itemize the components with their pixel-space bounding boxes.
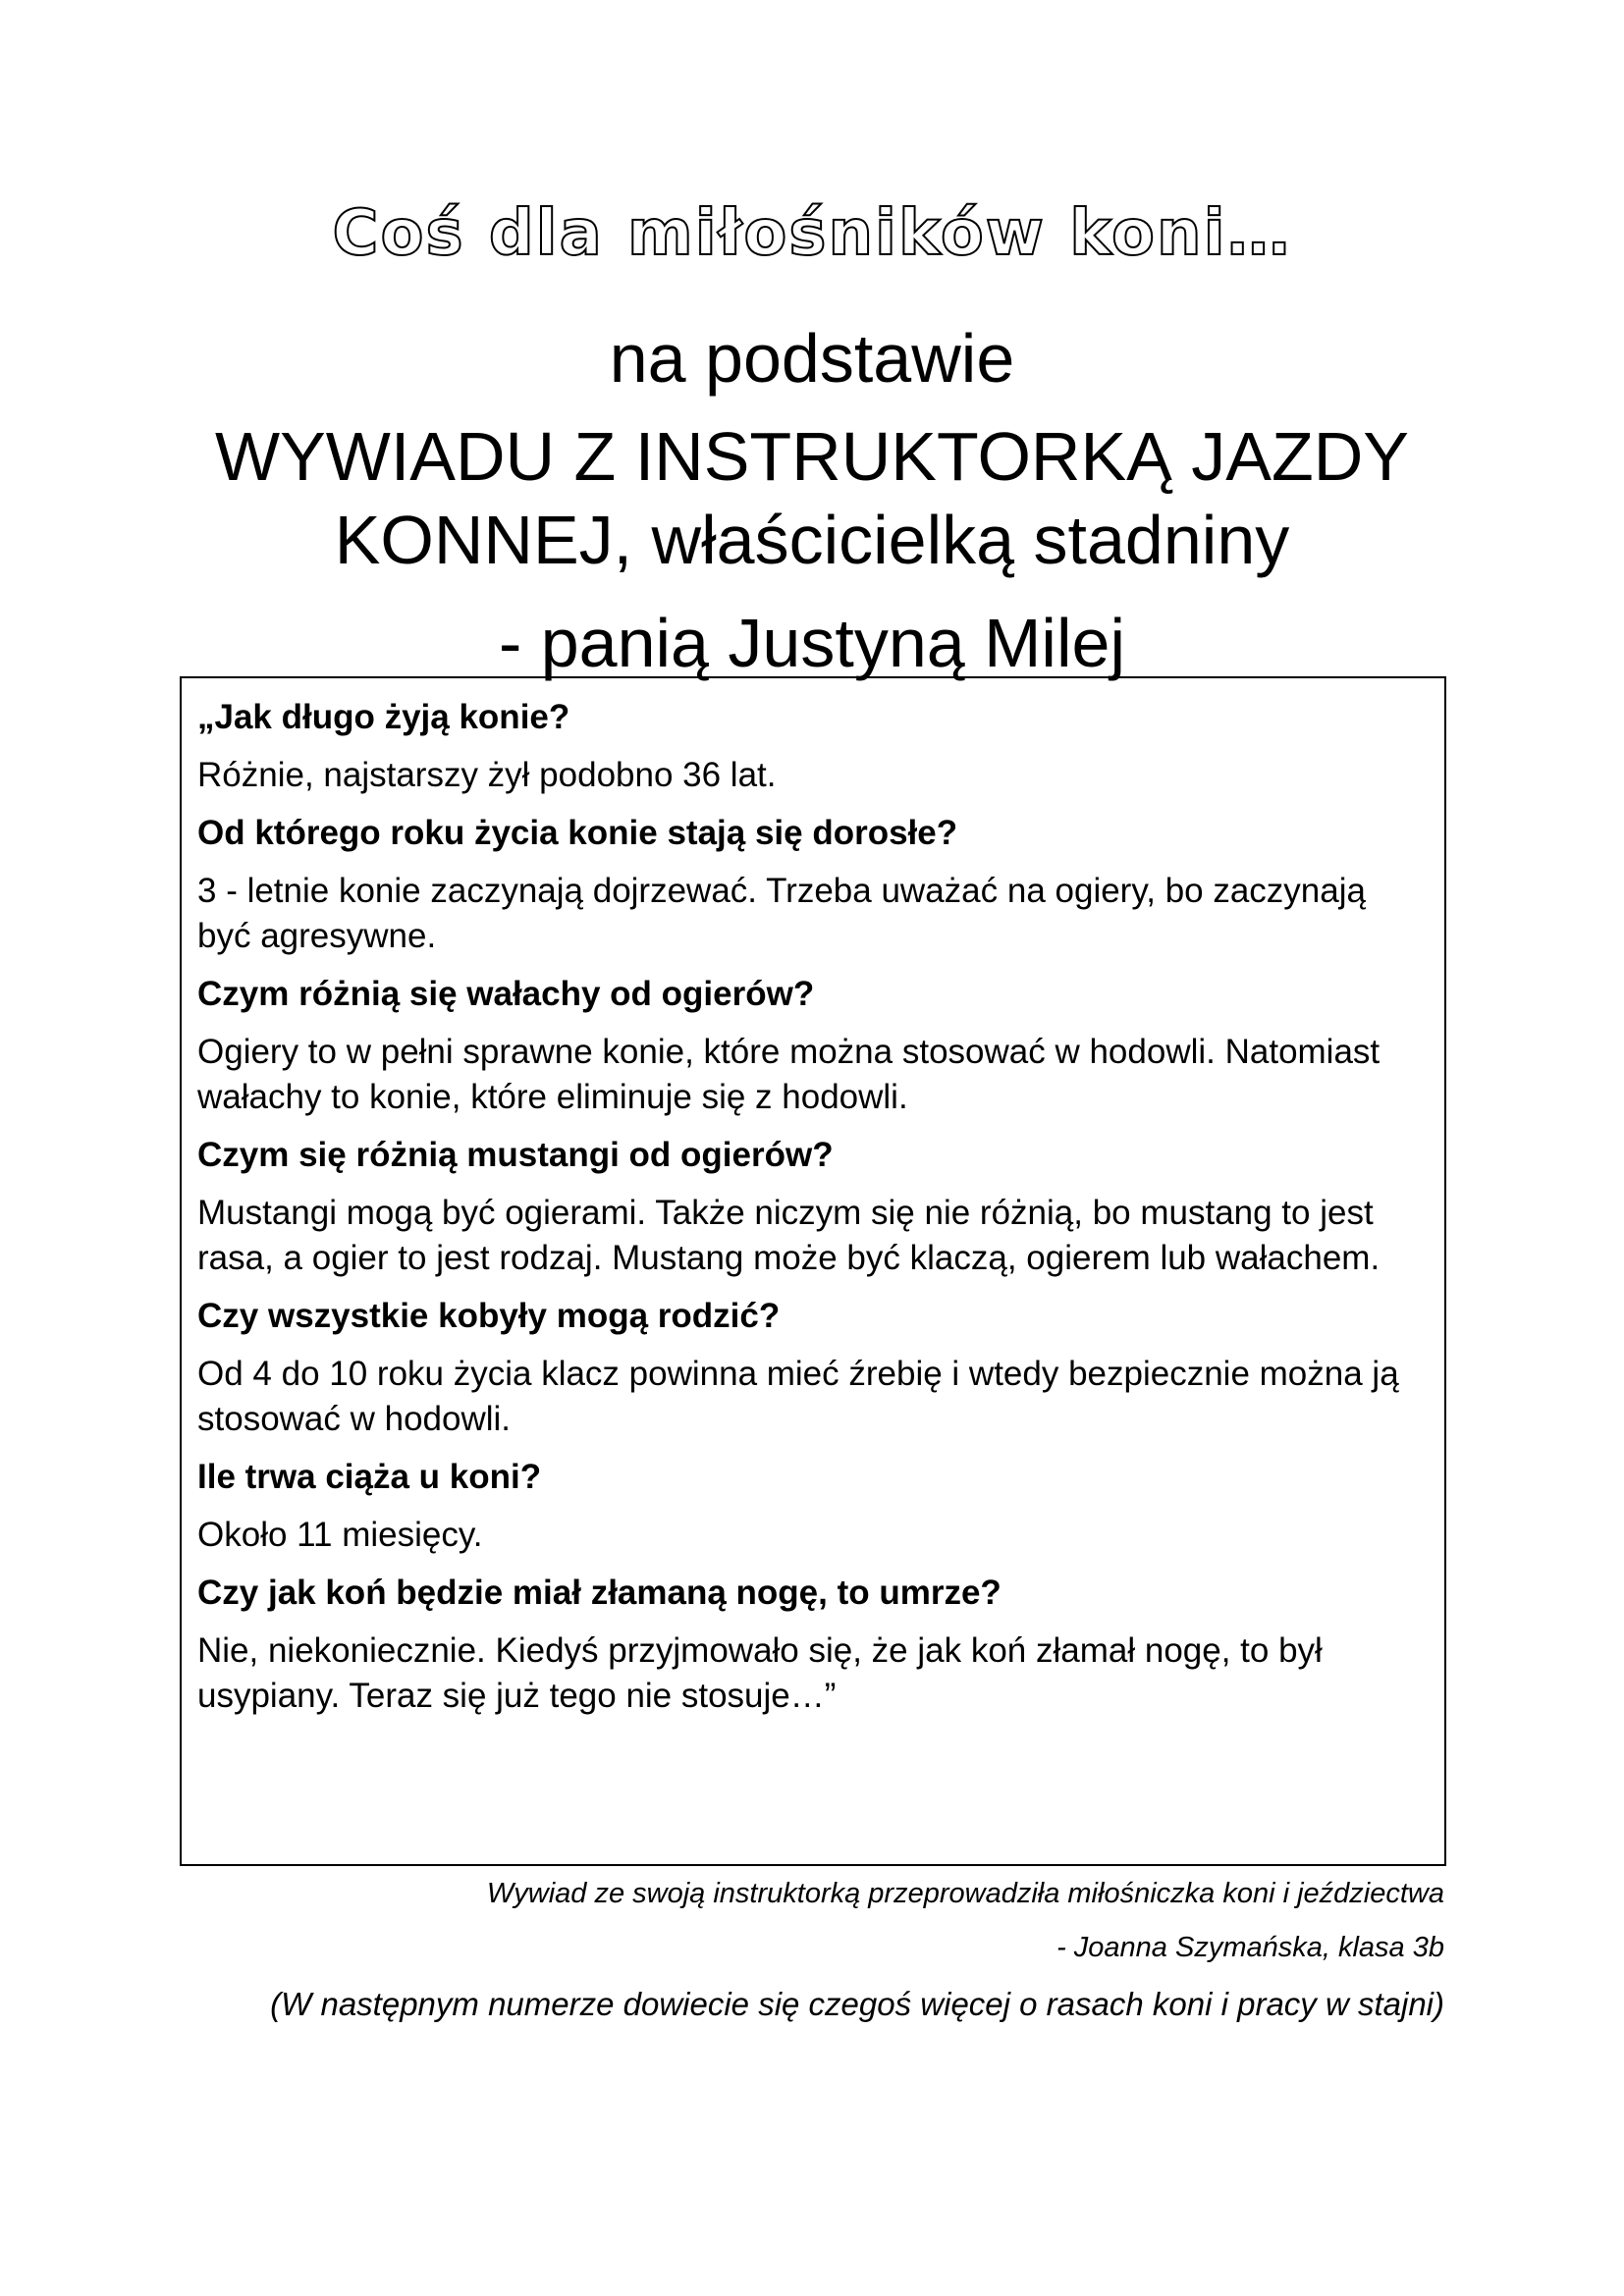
credit-line: Wywiad ze swoją instruktorką przeprowadziła miłośniczka koni i jeździectwa — [486, 1878, 1444, 1909]
next-issue-note: (W następnym numerze dowiecie się czegoś więcej o rasach koni i pracy w stajni) — [270, 1986, 1444, 2022]
qa-item — [197, 696, 1429, 798]
qa-item — [197, 1295, 1429, 1442]
qa-item — [197, 812, 1429, 959]
answer: Ogiery to w pełni sprawne konie, które można stosować w hodowli. Natomiast wałachy to konie, które eliminuje się z hodowli. — [197, 1033, 1380, 1116]
answer: Różnie, najstarszy żył podobno 36 lat. — [197, 756, 777, 794]
answer: Nie, niekoniecznie. Kiedyś przyjmowało się, że jak koń złamał nogę, to był usypiany. Teraz się już tego nie stosuje…” — [197, 1631, 1323, 1715]
question: Czym różnią się wałachy od ogierów? — [197, 975, 815, 1013]
qa-item — [197, 1134, 1429, 1281]
answer: Od 4 do 10 roku życia klacz powinna mieć źrebię i wtedy bezpiecznie można ją stosować w hodowli. — [197, 1355, 1399, 1438]
question: Czy jak koń będzie miał złamaną nogę, to umrze? — [197, 1574, 1001, 1612]
interview-box — [180, 676, 1446, 1866]
question: Czy wszystkie kobyły mogą rodzić? — [197, 1297, 781, 1335]
article-subtitle-line-3: KONNEJ, właścicielką stadniny — [334, 502, 1290, 578]
answer: Około 11 miesięcy. — [197, 1516, 483, 1554]
article-headline: Coś dla miłośników koni… — [332, 197, 1292, 270]
article-subtitle-line-2: WYWIADU Z INSTRUKTORKĄ JAZDY — [215, 418, 1409, 495]
article-subtitle-line-4: - panią Justyną Milej — [498, 605, 1126, 681]
question: „Jak długo żyją konie? — [197, 698, 570, 736]
qa-item — [197, 1572, 1429, 1719]
question: Ile trwa ciąża u koni? — [197, 1458, 542, 1496]
qa-item — [197, 973, 1429, 1120]
question: Czym się różnią mustangi od ogierów? — [197, 1136, 834, 1174]
answer: 3 - letnie konie zaczynają dojrzewać. Trzeba uważać na ogiery, bo zaczynają być agresywne. — [197, 872, 1366, 955]
author-line: - Joanna Szymańska, klasa 3b — [1056, 1932, 1444, 1963]
question: Od którego roku życia konie stają się dorosłe? — [197, 814, 958, 852]
article-subtitle-line-1: na podstawie — [609, 320, 1015, 397]
answer: Mustangi mogą być ogierami. Także niczym się nie różnią, bo mustang to jest rasa, a ogier to jest rodzaj. Mustang może być klaczą, ogierem lub wałachem. — [197, 1194, 1380, 1277]
qa-item — [197, 1456, 1429, 1558]
